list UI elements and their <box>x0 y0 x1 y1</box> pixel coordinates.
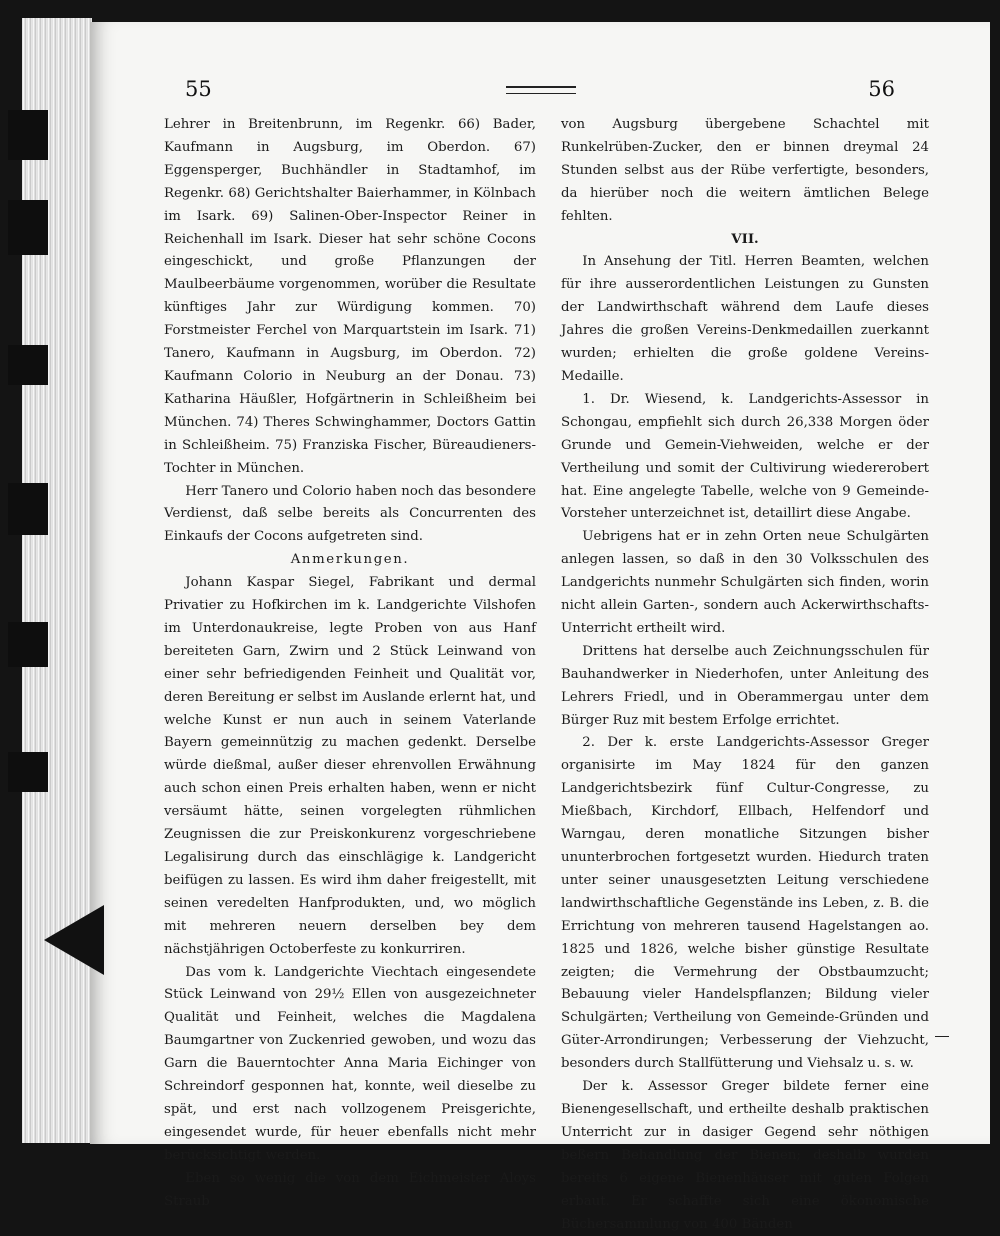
book-page-edges <box>22 18 92 1143</box>
paragraph: Der k. Assessor Greger bildete ferner eine Bienengesellschaft, und ertheilte deshalb praktischen Unterricht zur in dasiger Gegend sehr nöthigen beßern Behandlung der Bienen; deshalb wurden bereits 6 eigene Bienenhäuser mit guten Folgen erbaut. Er schaffte sich eine ökonomische Büchersammlung von 400 Bänden <box>561 1079 929 1232</box>
book-spread <box>90 22 990 1232</box>
page-tab <box>8 752 48 792</box>
paragraph: Herr Tanero und Colorio haben noch das besondere Verdienst, daß selbe bereits als Concurrenten des Einkaufs der Cocons aufgetreten sind. <box>164 483 536 545</box>
page-tab <box>8 110 48 160</box>
page-tab <box>8 200 48 255</box>
paragraph: von Augsburg übergebene Schachtel mit Runkelrüben-Zucker, den er binnen dreymal 24 Stunden selbst aus der Rübe verfertigte, besonders, da hierüber noch die weitern ämtlichen Belege fehlten. <box>561 117 929 224</box>
subheading: Anmerkungen. <box>290 552 410 568</box>
page-tab <box>8 483 48 535</box>
page-number-right: 56 <box>868 77 895 101</box>
paragraph: Drittens hat derselbe auch Zeichnungsschulen für Bauhandwerker in Niederhofen, unter Anleitung des Lehrers Friedl, und in Oberammergau unter dem Bürger Ruz mit bestem Erfolge errichtet. <box>561 643 929 728</box>
paragraph: In Ansehung der Titl. Herren Beamten, welchen für ihre ausserordentlichen Leistungen zu Gunsten der Landwirthschaft während dem Laufe dieses Jahres die großen Vereins-Denkmedaillen zuerkannt wurden; erhielten die große goldene Vereins-Medaille. <box>561 254 929 384</box>
right-column <box>561 114 929 1236</box>
page-number-left: 55 <box>185 77 212 101</box>
hyphen-mark <box>935 1036 949 1037</box>
paragraph: Uebrigens hat er in zehn Orten neue Schulgärten anlegen lassen, so daß in den 30 Volksschulen des Landgerichts nunmehr Schulgärten sich finden, worin nicht allein Garten-, sondern auch Ackerwirthschafts-Unterricht ertheilt wird. <box>561 529 929 636</box>
paragraph: Johann Kaspar Siegel, Fabrikant und dermal Privatier zu Hofkirchen im k. Landgerichte Vilshofen im Unterdonaukreise, legte Proben von aus Hanf bereiteten Garn, Zwirn und 2 Stück Leinwand von einer sehr befriedigenden Feinheit und Qualität vor, deren Bereitung er selbst im Auslande erlernt hat, und welche Kunst er nun auch in seinem Vaterlande Bayern gemeinnützig zu machen gedenkt. Derselbe würde dießmal, außer dieser ehrenvollen Erwähnung auch schon einen Preis erhalten haben, wenn er nicht versäumt hätte, seinen vorgelegten rühmlichen Zeugnissen die zur Preiskonkurenz vorgeschriebene Legalisirung durch das einschlägige k. Landgericht beifügen zu lassen. Es wird ihm daher freigestellt, mit seinen veredelten Hanfprodukten, und, wo möglich mit mehreren neuern derselben bey dem nächstjährigen Octoberfeste zu konkurriren. <box>164 575 536 957</box>
paragraph: Lehrer in Breitenbrunn, im Regenkr. 66) Bader, Kaufmann in Augsburg, im Oberdon. 67) Eggensperger, Buchhändler in Stadtamhof, im Regenkr. 68) Gerichtshalter Baierhammer, in Kölnbach im Isark. 69) Salinen-Ober-Inspector Reiner in Reichenhall im Isark. Dieser hat sehr schöne Cocons eingeschickt, und große Pflanzungen der Maulbeerbäume vorgenommen, worüber die Resultate künftiges Jahr zur Würdigung kommen. 70) Forstmeister Ferchel von Marquartstein im Isark. 71) Tanero, Kaufmann in Augsburg, im Oberdon. 72) Kaufmann Colorio in Neuburg an der Donau. 73) Katharina Häußler, Hofgärtnerin in Schleißheim bei München. 74) Theres Schwinghammer, Doctors Gattin in Schleißheim. 75) Franziska Fischer, Büreaudieners-Tochter in München. <box>164 117 536 476</box>
page-tab <box>8 622 48 667</box>
page-tab <box>8 345 48 385</box>
paragraph: 2. Der k. erste Landgerichts-Assessor Greger organisirte im May 1824 für den ganzen Landgerichtsbezirk fünf Cultur-Congresse, zu Mießbach, Kirchdorf, Ellbach, Helfendorf und Warngau, deren monatliche Sitzungen bisher ununterbrochen fortgesetzt wurden. Hiedurch traten unter seiner unausgesetzten Leitung verschiedene landwirthschaftliche Gegenstände ins Leben, z. B. die Errichtung von mehreren tausend Hagelstangen ao. 1825 und 1826, welche bisher günstige Resultate zeigten; die Vermehrung der Obstbaumzucht; Bebauung vieler Handelspflanzen; Bildung vieler Schulgärten; Vertheilung von Gemeinde-Gründen und Güter-Arrondirungen; Verbesserung der Viehzucht, besonders durch Stallfütterung und Viehsalz u. s. w. <box>561 735 929 1072</box>
paragraph: Eben so wenig die von dem Eichmeister Aloys Straub <box>164 1170 536 1209</box>
paragraph: 1. Dr. Wiesend, k. Landgerichts-Assessor in Schongau, empfiehlt sich durch 26,338 Morgen öder Grunde und Gemein-Viehweiden, welche er der Vertheilung und somit der Cultivirung wiedererobert hat. Eine angelegte Tabelle, welche von 9 Gemeinde-Vorsteher unterzeichnet ist, detaillirt diese Angabe. <box>561 391 929 522</box>
section-heading: VII. <box>731 231 759 247</box>
paragraph: Das vom k. Landgerichte Viechtach eingesendete Stück Leinwand von 29½ Ellen von ausgezeichneter Qualität und Feinheit, welches die Magdalena Baumgartner von Zuckenried gewoben, und wozu das Garn die Bauerntochter Anna Maria Eichinger von Schreindorf gesponnen hat, konnte, weil dieselbe zu spät, und erst nach vollzogenem Preisgerichte, eingesendet wurde, für heuer ebenfalls nicht mehr berücksichtigt werden. <box>164 964 536 1163</box>
header-rule <box>506 86 576 94</box>
left-column <box>164 114 536 1214</box>
